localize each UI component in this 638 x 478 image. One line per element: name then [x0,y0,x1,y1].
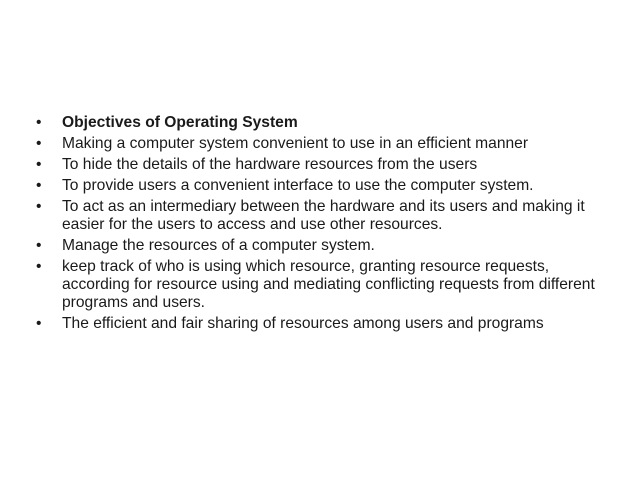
bullet-dot-icon: • [36,198,42,215]
bullet-item [36,258,616,312]
bullet-dot-icon: • [36,135,42,152]
bullet-text: To provide users a convenient interface to use the computer system. [62,177,534,194]
bullet-item-heading [36,114,616,132]
bullet-dot-icon: • [36,156,42,173]
bullet-dot-icon: • [36,177,42,194]
bullet-item [36,177,616,195]
bullet-item [36,237,616,255]
bullet-list [36,114,616,336]
bullet-item [36,135,616,153]
bullet-text: To hide the details of the hardware resources from the users [62,156,478,173]
bullet-item [36,315,616,333]
bullet-text: Making a computer system convenient to use in an efficient manner [62,135,529,152]
bullet-text: keep track of who is using which resource, granting resource requests, according for resource using and mediating conflicting requests from different programs and users. [62,258,595,311]
bullet-text: To act as an intermediary between the hardware and its users and making it easier for the users to access and use other resources. [62,198,585,233]
bullet-dot-icon: • [36,114,42,131]
bullet-text: Objectives of Operating System [62,114,298,131]
bullet-item [36,198,616,234]
bullet-text: Manage the resources of a computer system. [62,237,375,254]
bullet-item [36,156,616,174]
bullet-dot-icon: • [36,258,42,275]
bullet-dot-icon: • [36,237,42,254]
bullet-text: The efficient and fair sharing of resources among users and programs [62,315,544,332]
bullet-dot-icon: • [36,315,42,332]
